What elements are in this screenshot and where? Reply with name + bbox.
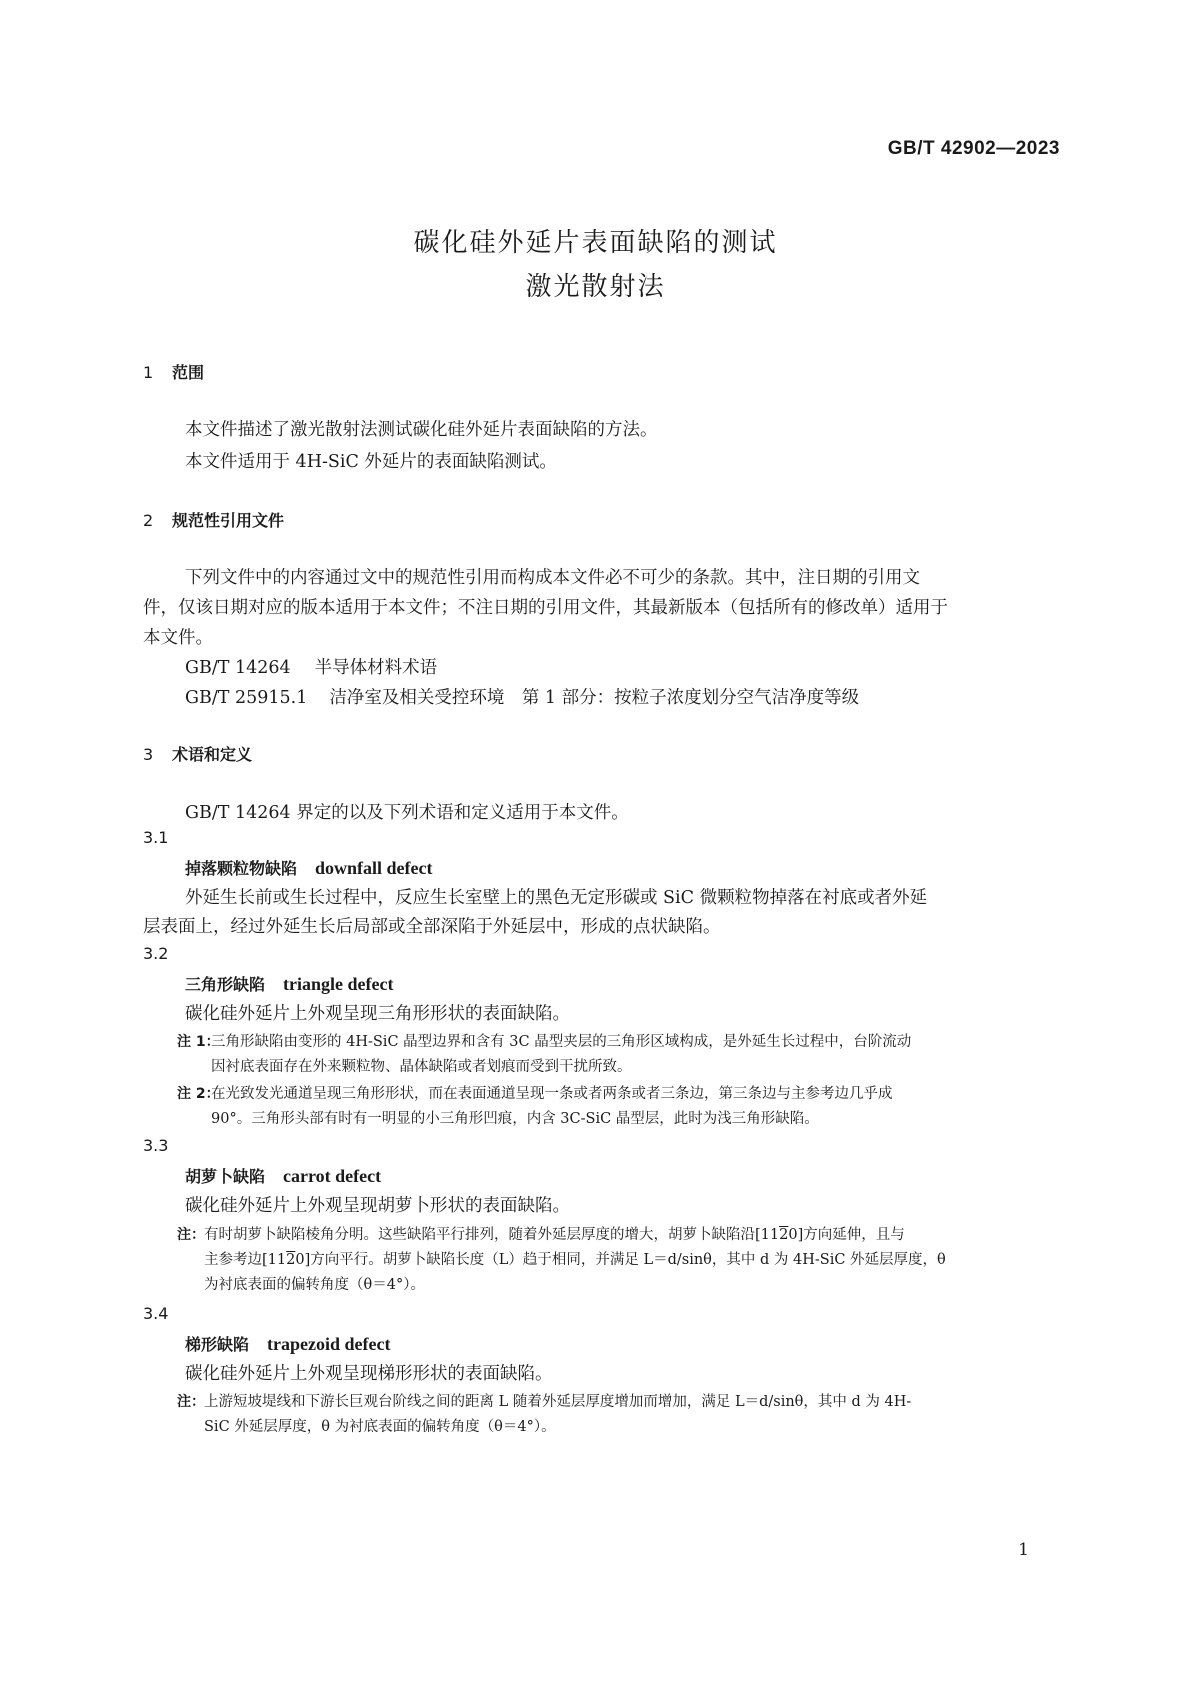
miller-index-bar: 2 <box>779 1227 789 1243</box>
miller-index-bar: 2 <box>286 1252 296 1268</box>
paragraph: 本文件描述了激光散射法测试碳化硅外延片表面缺陷的方法。 <box>185 420 658 440</box>
definition: 碳化硅外延片上外观呈现三角形形状的表面缺陷。 <box>185 1004 570 1024</box>
note-line: 因衬底表面存在外来颗粒物、晶体缺陷或者划痕而受到干扰所致。 <box>211 1059 632 1075</box>
standard-code: GB/T 42902—2023 <box>887 138 1060 159</box>
term-zh: 掉落颗粒物缺陷 <box>185 859 298 878</box>
section-number: 2 <box>143 511 154 530</box>
paragraph-line: 件，仅该日期对应的版本适用于本文件；不注日期的引用文件，其最新版本（包括所有的修改单）适用于 <box>143 598 948 618</box>
clause-number: 3.4 <box>143 1304 169 1323</box>
term-en: triangle defect <box>283 974 394 994</box>
section-title: 术语和定义 <box>172 745 253 764</box>
note-text: 0]方向延伸，且与 <box>788 1227 905 1243</box>
note-line: 为衬底表面的偏转角度（θ＝4°）。 <box>204 1277 425 1293</box>
section-title: 范围 <box>172 363 205 382</box>
reference-item <box>185 684 859 709</box>
term-heading <box>185 856 433 879</box>
paragraph-line: 本文件。 <box>143 628 213 648</box>
note-line <box>204 1223 905 1244</box>
page-number: 1 <box>1018 1540 1029 1560</box>
section-title: 规范性引用文件 <box>172 511 285 530</box>
term-en: carrot defect <box>283 1166 382 1186</box>
clause-number: 3.1 <box>143 828 169 847</box>
note-label: 注： <box>177 1227 205 1243</box>
note-line <box>204 1248 946 1269</box>
term-heading <box>185 1332 390 1355</box>
note-line: 在光致发光通道呈现三角形形状，而在表面通道呈现一条或者两条或者三条边，第三条边与主参考边几乎成 <box>211 1086 893 1102</box>
clause-number: 3.3 <box>143 1136 169 1155</box>
document-title: 碳化硅外延片表面缺陷的测试 <box>413 228 778 258</box>
term-zh: 梯形缺陷 <box>185 1335 250 1354</box>
section-number: 3 <box>143 745 154 764</box>
section-2-heading <box>143 508 284 531</box>
clause-number: 3.2 <box>143 944 169 963</box>
reference-item <box>185 654 437 679</box>
term-en: downfall defect <box>315 858 433 878</box>
paragraph: 本文件适用于 4H-SiC 外延片的表面缺陷测试。 <box>185 452 557 472</box>
note-line: 上游短坡堤线和下游长巨观台阶线之间的距离 L 随着外延层厚度增加而增加，满足 L＝d/sinθ，其中 d 为 4H- <box>204 1394 912 1410</box>
term-zh: 胡萝卜缺陷 <box>185 1167 266 1186</box>
definition-line: 层表面上，经过外延生长后局部或全部深陷于外延层中，形成的点状缺陷。 <box>143 917 721 937</box>
definition-line: 外延生长前或生长过程中，反应生长室壁上的黑色无定形碳或 SiC 微颗粒物掉落在衬底或者外延 <box>185 888 928 908</box>
reference-code: GB/T 14264 <box>185 658 291 678</box>
term-heading <box>185 1164 381 1187</box>
term-heading <box>185 972 393 995</box>
note-label: 注： <box>177 1394 205 1410</box>
note-label: 注 1： <box>177 1034 220 1050</box>
reference-title: 半导体材料术语 <box>314 658 438 678</box>
definition: 碳化硅外延片上外观呈现胡萝卜形状的表面缺陷。 <box>185 1196 570 1216</box>
note-line: SiC 外延层厚度，θ 为衬底表面的偏转角度（θ＝4°）。 <box>204 1419 556 1435</box>
definition: 碳化硅外延片上外观呈现梯形形状的表面缺陷。 <box>185 1364 553 1384</box>
note-line: 90°。三角形头部有时有一明显的小三角形凹痕，内含 3C-SiC 晶型层，此时为浅三角形缺陷。 <box>211 1111 819 1127</box>
paragraph: GB/T 14264 界定的以及下列术语和定义适用于本文件。 <box>185 803 629 823</box>
paragraph-line: 下列文件中的内容通过文中的规范性引用而构成本文件必不可少的条款。其中，注日期的引用文 <box>185 568 920 588</box>
note-text: 0]方向平行。胡萝卜缺陷长度（L）趋于相同，并满足 L＝d/sinθ，其中 d 为 4H-SiC 外延层厚度，θ <box>295 1252 946 1268</box>
term-en: trapezoid defect <box>267 1334 391 1354</box>
term-zh: 三角形缺陷 <box>185 975 266 994</box>
section-1-heading <box>143 360 204 383</box>
note-label: 注 2： <box>177 1086 220 1102</box>
section-number: 1 <box>143 363 154 382</box>
document-subtitle: 激光散射法 <box>525 272 666 302</box>
note-text: 有时胡萝卜缺陷棱角分明。这些缺陷平行排列，随着外延层厚度的增大，胡萝卜缺陷沿[11 <box>204 1227 780 1243</box>
reference-title: 洁净室及相关受控环境 第 1 部分：按粒子浓度划分空气洁净度等级 <box>329 688 860 708</box>
section-3-heading <box>143 742 252 765</box>
note-line: 三角形缺陷由变形的 4H-SiC 晶型边界和含有 3C 晶型夹层的三角形区域构成，是外延生长过程中，台阶流动 <box>211 1034 912 1050</box>
note-text: 主参考边[11 <box>204 1252 287 1268</box>
reference-code: GB/T 25915.1 <box>185 688 308 708</box>
